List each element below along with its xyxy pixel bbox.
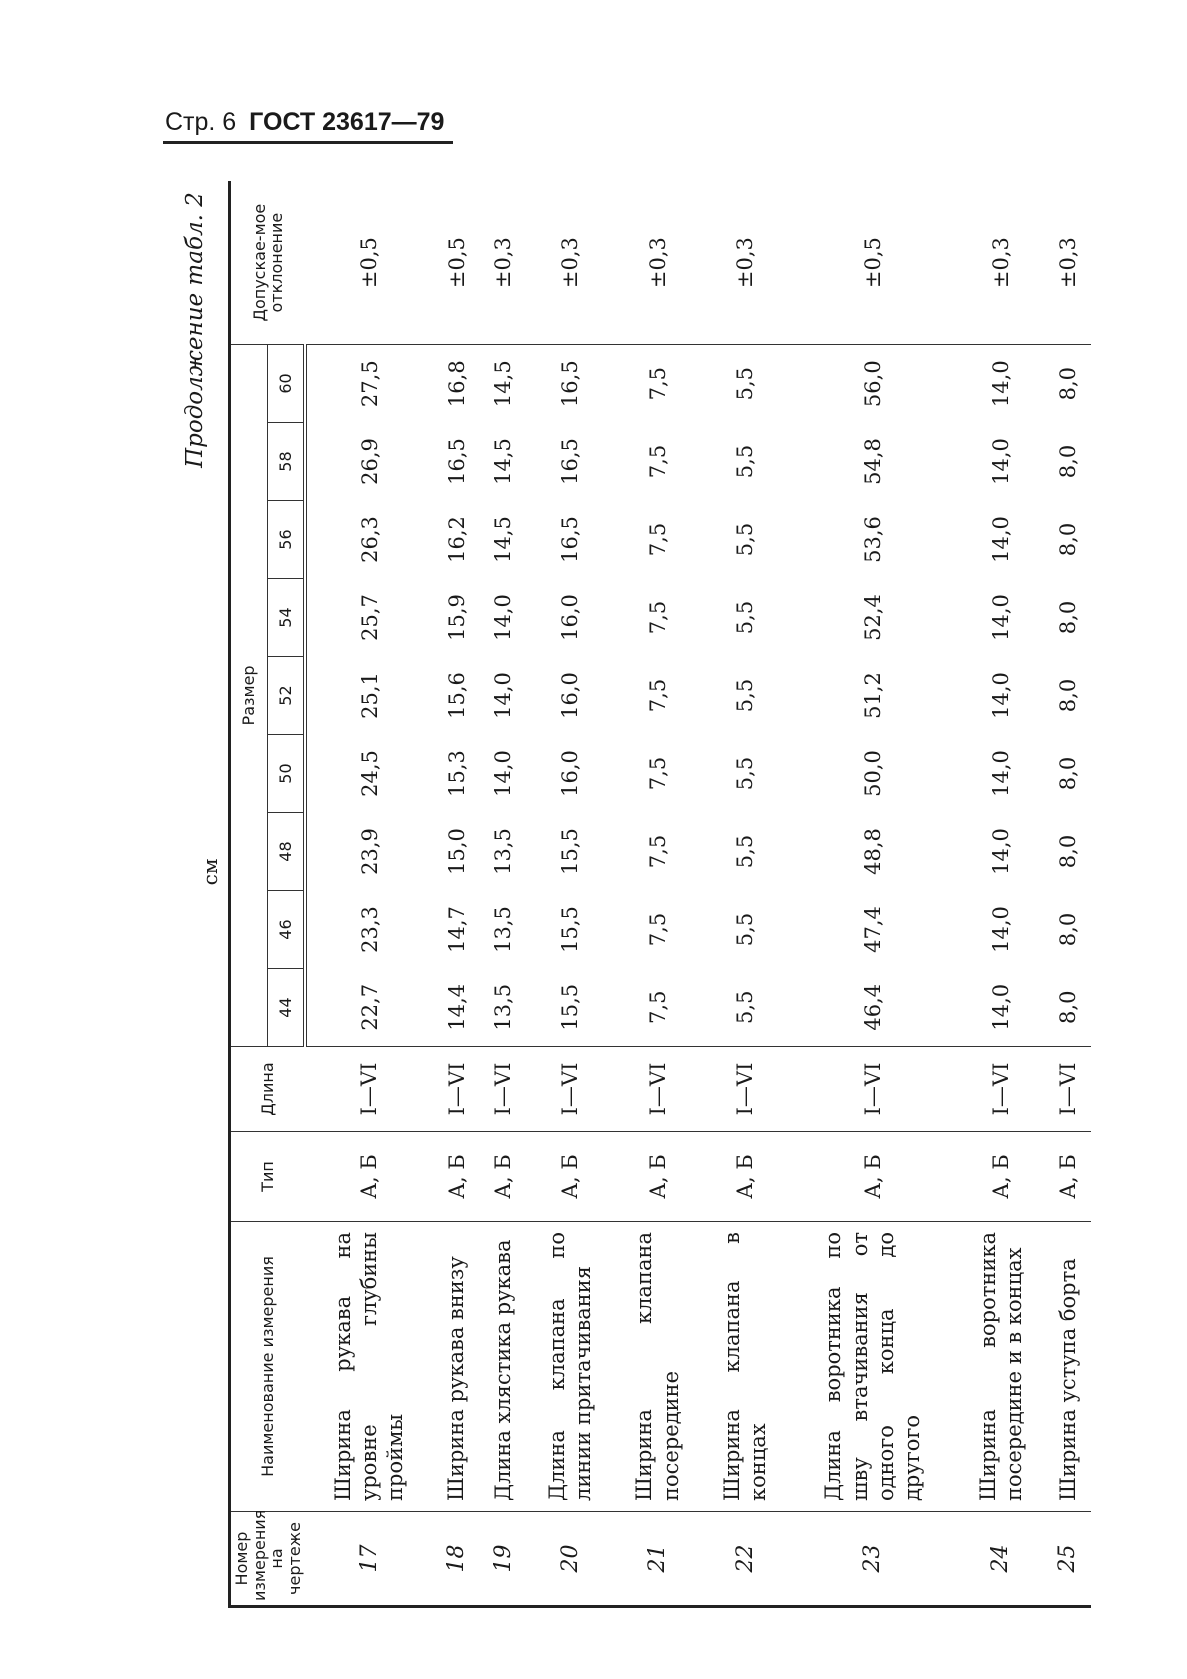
value-cell: 5,5 bbox=[733, 834, 757, 869]
table-row bbox=[433, 181, 480, 1606]
header-size-46: 46 bbox=[267, 891, 305, 969]
value-cell: 50,0 bbox=[860, 750, 885, 797]
value-cell: 53,6 bbox=[860, 516, 885, 563]
value-cell: 15,5 bbox=[558, 828, 583, 875]
row-length: I—VI bbox=[701, 1047, 788, 1132]
table-row bbox=[1044, 181, 1091, 1606]
value-cell: 8,0 bbox=[1055, 756, 1080, 791]
value-cell: 14,0 bbox=[988, 516, 1013, 563]
value-cell: 14,0 bbox=[491, 672, 516, 719]
value-cell: 13,5 bbox=[491, 983, 516, 1031]
value-cell: 5,5 bbox=[733, 990, 757, 1024]
value-cell: 7,5 bbox=[645, 990, 670, 1024]
value-cell: 13,5 bbox=[491, 828, 516, 875]
value-cell: 16,5 bbox=[558, 516, 583, 563]
value-cell: 5,5 bbox=[733, 444, 757, 479]
value-cell: 15,5 bbox=[558, 983, 583, 1031]
value-cell: 48,8 bbox=[860, 828, 885, 875]
units-label: см bbox=[198, 858, 222, 886]
value-cell: 8,0 bbox=[1055, 444, 1080, 479]
row-name: Ширина рукава на уровне глубины проймы bbox=[305, 1222, 433, 1512]
row-type: А, Б bbox=[305, 1132, 433, 1222]
measurements-table bbox=[228, 181, 1091, 1608]
row-number: 25 bbox=[1044, 1512, 1091, 1607]
value-cell: 14,0 bbox=[988, 750, 1013, 797]
tolerance-cell: ±0,3 bbox=[988, 237, 1013, 289]
value-cell: 14,4 bbox=[444, 983, 469, 1031]
table-row bbox=[527, 181, 614, 1606]
value-cell: 8,0 bbox=[1055, 912, 1080, 947]
value-cell: 7,5 bbox=[645, 522, 670, 557]
row-number: 23 bbox=[789, 1512, 957, 1607]
page-header bbox=[165, 108, 444, 137]
header-size-group: Размер bbox=[230, 344, 268, 1046]
value-cell: 16,0 bbox=[558, 750, 583, 797]
value-cell: 56,0 bbox=[789, 344, 957, 422]
value-cell: 16,5 bbox=[527, 344, 614, 422]
value-cell: 14,0 bbox=[988, 906, 1013, 953]
row-number: 20 bbox=[527, 1512, 614, 1607]
value-cell: 8,0 bbox=[1055, 522, 1080, 557]
value-cell: 27,5 bbox=[305, 344, 433, 422]
value-cell: 13,5 bbox=[491, 906, 516, 953]
table-row bbox=[701, 181, 788, 1606]
value-cell: 14,5 bbox=[480, 344, 527, 422]
header-size-56: 56 bbox=[267, 501, 305, 579]
value-cell: 14,0 bbox=[491, 750, 516, 797]
value-cell: 8,0 bbox=[1044, 344, 1091, 422]
row-name: Ширина рукава внизу bbox=[433, 1222, 480, 1512]
value-cell: 51,2 bbox=[860, 672, 885, 719]
row-type: А, Б bbox=[789, 1132, 957, 1222]
value-cell: 15,6 bbox=[444, 672, 469, 719]
tolerance-cell: ±0,3 bbox=[558, 237, 583, 289]
header-rule bbox=[163, 141, 453, 144]
row-name: Длина хлястика рукава bbox=[480, 1222, 527, 1512]
row-length: I—VI bbox=[305, 1047, 433, 1132]
value-cell: 7,5 bbox=[645, 444, 670, 479]
tolerance-cell: ±0,3 bbox=[491, 237, 516, 289]
value-cell: 23,9 bbox=[358, 828, 383, 875]
row-type: А, Б bbox=[433, 1132, 480, 1222]
value-cell: 24,5 bbox=[358, 750, 383, 797]
header-type: Тип bbox=[230, 1132, 306, 1222]
value-cell: 5,5 bbox=[733, 522, 757, 557]
tolerance-cell: ±0,3 bbox=[645, 237, 670, 289]
header-number: Номер измерения на чертеже bbox=[230, 1512, 306, 1607]
row-length: I—VI bbox=[527, 1047, 614, 1132]
header-length: Длина bbox=[230, 1047, 306, 1132]
value-cell: 14,0 bbox=[988, 983, 1013, 1031]
value-cell: 47,4 bbox=[860, 906, 885, 953]
header-size-58: 58 bbox=[267, 423, 305, 501]
value-cell: 14,0 bbox=[988, 672, 1013, 719]
header-size-44: 44 bbox=[267, 969, 305, 1047]
row-length: I—VI bbox=[614, 1047, 701, 1132]
row-type: А, Б bbox=[957, 1132, 1044, 1222]
value-cell: 8,0 bbox=[1055, 600, 1080, 635]
table-row bbox=[480, 181, 527, 1606]
row-type: А, Б bbox=[1044, 1132, 1091, 1222]
row-number: 19 bbox=[480, 1512, 527, 1607]
tolerance-cell: ±0,5 bbox=[860, 237, 885, 289]
value-cell: 46,4 bbox=[860, 983, 885, 1031]
value-cell: 14,5 bbox=[491, 516, 516, 563]
row-number: 21 bbox=[614, 1512, 701, 1607]
row-name: Ширина уступа борта bbox=[1044, 1222, 1091, 1512]
value-cell: 14,0 bbox=[988, 594, 1013, 641]
header-size-52: 52 bbox=[267, 657, 305, 735]
row-type: А, Б bbox=[614, 1132, 701, 1222]
value-cell: 54,8 bbox=[860, 438, 885, 485]
tolerance-cell: ±0,5 bbox=[444, 237, 469, 289]
value-cell: 7,5 bbox=[645, 678, 670, 713]
header-name: Наименование измерения bbox=[230, 1222, 306, 1512]
tolerance-cell: ±0,5 bbox=[357, 237, 382, 289]
value-cell: 16,2 bbox=[444, 516, 469, 563]
value-cell: 15,0 bbox=[444, 828, 469, 875]
row-number: 24 bbox=[957, 1512, 1044, 1607]
row-number: 22 bbox=[701, 1512, 788, 1607]
row-name: Длина воротника по шву втачивания от одного конца до другого bbox=[789, 1222, 957, 1512]
value-cell: 25,1 bbox=[358, 672, 383, 719]
value-cell: 7,5 bbox=[645, 912, 670, 947]
value-cell: 15,5 bbox=[558, 906, 583, 953]
value-cell: 8,0 bbox=[1055, 678, 1080, 713]
row-length: I—VI bbox=[480, 1047, 527, 1132]
tolerance-cell: ±0,3 bbox=[733, 237, 757, 289]
value-cell: 16,0 bbox=[558, 594, 583, 641]
value-cell: 5,5 bbox=[733, 912, 757, 947]
value-cell: 14,7 bbox=[444, 906, 469, 953]
tolerance-cell: ±0,3 bbox=[1055, 237, 1080, 289]
row-type: А, Б bbox=[701, 1132, 788, 1222]
table-row bbox=[789, 181, 957, 1606]
value-cell: 14,0 bbox=[491, 594, 516, 641]
value-cell: 5,5 bbox=[733, 678, 757, 713]
value-cell: 7,5 bbox=[614, 344, 701, 422]
row-number: 18 bbox=[433, 1512, 480, 1607]
value-cell: 16,0 bbox=[558, 672, 583, 719]
value-cell: 7,5 bbox=[645, 756, 670, 791]
value-cell: 26,9 bbox=[358, 438, 383, 485]
value-cell: 16,5 bbox=[444, 438, 469, 485]
value-cell: 22,7 bbox=[358, 983, 383, 1031]
row-length: I—VI bbox=[957, 1047, 1044, 1132]
header-size-50: 50 bbox=[267, 735, 305, 813]
value-cell: 15,3 bbox=[444, 750, 469, 797]
row-type: А, Б bbox=[480, 1132, 527, 1222]
value-cell: 5,5 bbox=[733, 756, 757, 791]
row-length: I—VI bbox=[1044, 1047, 1091, 1132]
page-number: Стр. 6 bbox=[165, 108, 237, 136]
header-size-54: 54 bbox=[267, 579, 305, 657]
value-cell: 7,5 bbox=[645, 600, 670, 635]
table-row bbox=[305, 181, 433, 1606]
row-name: Ширина клапана посередине bbox=[614, 1222, 701, 1512]
value-cell: 8,0 bbox=[1055, 990, 1080, 1024]
row-length: I—VI bbox=[789, 1047, 957, 1132]
value-cell: 15,9 bbox=[444, 594, 469, 641]
value-cell: 14,0 bbox=[988, 828, 1013, 875]
row-name: Ширина воротника посередине и в концах bbox=[957, 1222, 1044, 1512]
value-cell: 8,0 bbox=[1055, 834, 1080, 869]
header-tolerance: Допускае-мое отклонение bbox=[230, 181, 306, 344]
header-size-60: 60 bbox=[267, 344, 305, 422]
value-cell: 5,5 bbox=[733, 600, 757, 635]
value-cell: 23,3 bbox=[358, 906, 383, 953]
continuation-label: Продолжение табл. 2 bbox=[182, 192, 208, 468]
header-size-48: 48 bbox=[267, 813, 305, 891]
value-cell: 16,5 bbox=[558, 438, 583, 485]
standard-code: ГОСТ 23617—79 bbox=[249, 108, 445, 136]
row-name: Длина клапана по линии притачивания bbox=[527, 1222, 614, 1512]
value-cell: 14,5 bbox=[491, 438, 516, 485]
row-name: Ширина клапана в концах bbox=[701, 1222, 788, 1512]
row-length: I—VI bbox=[433, 1047, 480, 1132]
table-row bbox=[957, 181, 1044, 1606]
value-cell: 7,5 bbox=[645, 834, 670, 869]
value-cell: 25,7 bbox=[358, 594, 383, 641]
value-cell: 16,8 bbox=[433, 344, 480, 422]
value-cell: 26,3 bbox=[358, 516, 383, 563]
row-type: А, Б bbox=[527, 1132, 614, 1222]
table-row bbox=[614, 181, 701, 1606]
rotated-table-container bbox=[228, 183, 1081, 1608]
row-number: 17 bbox=[305, 1512, 433, 1607]
value-cell: 14,0 bbox=[988, 438, 1013, 485]
value-cell: 52,4 bbox=[860, 594, 885, 641]
value-cell: 5,5 bbox=[701, 344, 788, 422]
value-cell: 14,0 bbox=[957, 344, 1044, 422]
